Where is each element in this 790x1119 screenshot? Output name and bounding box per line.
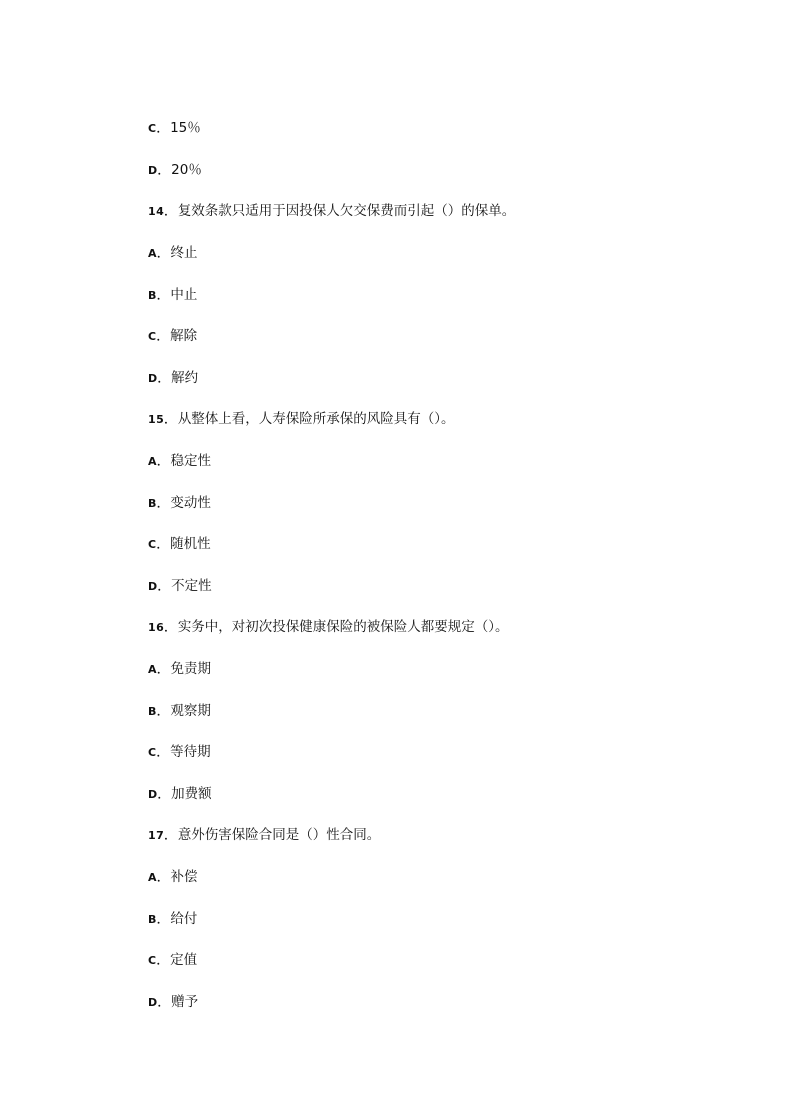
option-line <box>148 327 197 346</box>
option-line <box>148 535 211 554</box>
option-line <box>148 369 198 388</box>
question-number: 17． <box>148 829 176 842</box>
option-text: 赠予 <box>171 994 199 1010</box>
option-label: B． <box>148 289 169 302</box>
option-text: 观察期 <box>170 703 211 719</box>
option-label: B． <box>148 705 169 718</box>
option-label: A． <box>148 247 169 260</box>
question-line <box>148 826 380 845</box>
question-line <box>148 618 509 637</box>
option-line <box>148 993 198 1012</box>
question-text: 意外伤害保险合同是（）性合同。 <box>177 827 381 843</box>
option-label: C． <box>148 954 169 967</box>
option-line <box>148 452 211 471</box>
option-text: 给付 <box>170 911 198 927</box>
option-line <box>148 951 197 970</box>
option-line <box>148 702 211 721</box>
option-label: B． <box>148 497 169 510</box>
option-label: D． <box>148 372 170 385</box>
option-text: 变动性 <box>170 495 211 511</box>
option-label: C． <box>148 330 169 343</box>
option-line <box>148 161 202 180</box>
option-label: D． <box>148 996 170 1009</box>
option-text: 免责期 <box>170 661 212 677</box>
question-number: 14． <box>148 205 176 218</box>
option-line <box>148 868 198 887</box>
question-text: 复效条款只适用于因投保人欠交保费而引起（）的保单。 <box>177 203 516 219</box>
option-line <box>148 743 211 762</box>
option-text: 中止 <box>170 287 198 303</box>
option-line <box>148 785 212 804</box>
question-line <box>148 202 515 221</box>
option-text: 解约 <box>171 370 199 386</box>
option-label: C． <box>148 122 169 135</box>
option-line <box>148 910 197 929</box>
option-text: 15％ <box>170 120 201 136</box>
option-label: A． <box>148 663 169 676</box>
option-text: 20％ <box>171 162 202 178</box>
option-text: 终止 <box>170 245 198 261</box>
option-text: 不定性 <box>171 578 212 594</box>
option-label: C． <box>148 746 169 759</box>
option-text: 补偿 <box>170 869 198 885</box>
option-line <box>148 286 197 305</box>
option-text: 解除 <box>170 328 198 344</box>
option-label: C． <box>148 538 169 551</box>
option-text: 加费额 <box>171 786 212 802</box>
option-label: D． <box>148 788 170 801</box>
question-text: 从整体上看，人寿保险所承保的风险具有（）。 <box>177 411 455 427</box>
option-line <box>148 660 211 679</box>
option-label: A． <box>148 455 169 468</box>
question-line <box>148 410 455 429</box>
option-text: 定值 <box>170 952 198 968</box>
option-label: A． <box>148 871 169 884</box>
option-label: D． <box>148 164 170 177</box>
option-text: 稳定性 <box>170 453 212 469</box>
option-line <box>148 577 212 596</box>
option-line <box>148 244 198 263</box>
option-text: 等待期 <box>170 744 211 760</box>
question-number: 16． <box>148 621 176 634</box>
option-line <box>148 119 201 138</box>
option-label: D． <box>148 580 170 593</box>
option-label: B． <box>148 913 169 926</box>
question-text: 实务中，对初次投保健康保险的被保险人都要规定（）。 <box>177 619 509 635</box>
option-line <box>148 494 211 513</box>
option-text: 随机性 <box>170 536 211 552</box>
question-number: 15． <box>148 413 176 426</box>
